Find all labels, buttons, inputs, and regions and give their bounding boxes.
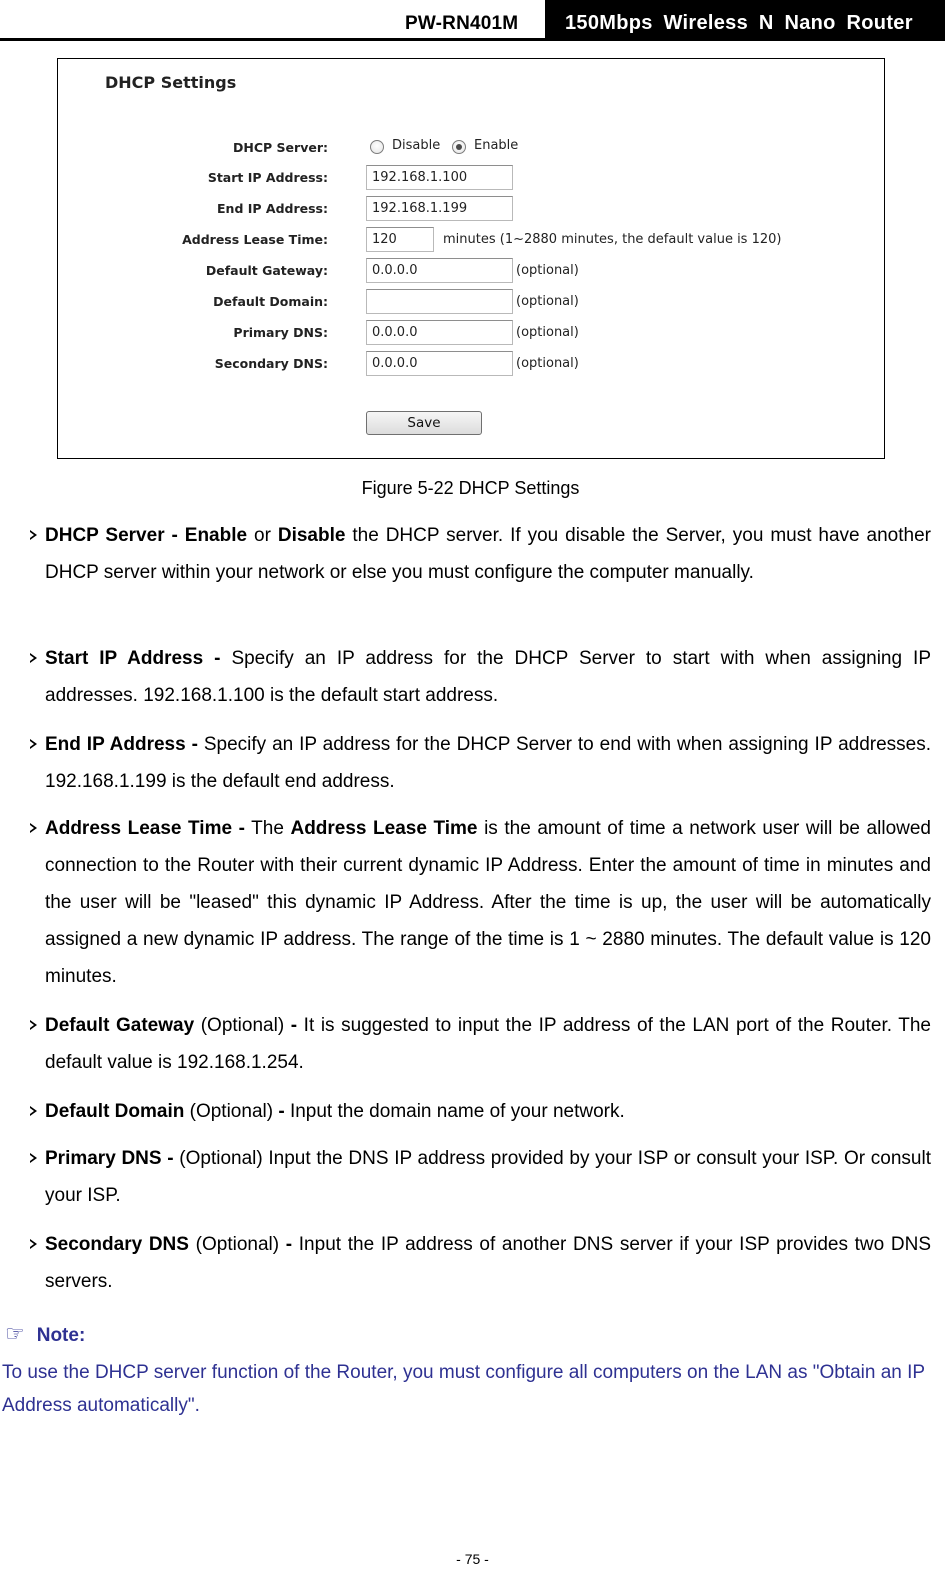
bullet-arrow-icon <box>30 1020 37 1030</box>
list-item: Address Lease Time - The Address Lease Time is the amount of time a network user will be allowed connection to the Router with their current dynamic IP Address. Enter the amount of time in minutes and the user will be "leased" this dynamic IP Address. After the time is up, the user will be automatically assigned a new dynamic IP address. The range of the time is 1 ~ 2880 minutes. The default value is 120 minutes. <box>45 810 931 995</box>
disable-radio-label: Disable <box>392 138 441 153</box>
gateway-hint: (optional) <box>516 263 579 278</box>
secondary-dns-row <box>58 351 886 377</box>
list-item: Default Gateway (Optional) - It is suggested to input the IP address of the LAN port of the Router. The default value is 192.168.1.254. <box>45 1007 931 1081</box>
disable-radio[interactable] <box>370 140 384 154</box>
list-item: Default Domain (Optional) - Input the domain name of your network. <box>45 1093 931 1130</box>
domain-input[interactable] <box>366 289 513 314</box>
gateway-row <box>58 258 886 284</box>
model-name: PW-RN401M <box>405 13 519 34</box>
lease-time-row <box>58 227 886 253</box>
lease-time-input[interactable]: 120 <box>366 227 434 252</box>
dhcp-server-label: DHCP Server: <box>233 140 328 155</box>
figure-caption: Figure 5-22 DHCP Settings <box>361 478 580 498</box>
start-ip-input[interactable]: 192.168.1.100 <box>366 165 513 190</box>
secondary-dns-input[interactable]: 0.0.0.0 <box>366 351 513 376</box>
gateway-input[interactable]: 0.0.0.0 <box>366 258 513 283</box>
end-ip-input[interactable]: 192.168.1.199 <box>366 196 513 221</box>
enable-radio[interactable] <box>452 140 466 154</box>
dhcp-server-row <box>58 135 886 161</box>
lease-time-hint: minutes (1~2880 minutes, the default value is 120) <box>443 232 782 247</box>
primary-dns-label: Primary DNS: <box>233 325 328 340</box>
dhcp-settings-screenshot <box>57 58 885 459</box>
secondary-dns-label: Secondary DNS: <box>214 356 328 371</box>
bullet-arrow-icon <box>30 823 37 833</box>
bullet-arrow-icon <box>30 739 37 749</box>
end-ip-row <box>58 196 886 222</box>
product-name: 150Mbps Wireless N Nano Router <box>545 0 945 40</box>
note-label: Note: <box>36 1325 86 1346</box>
primary-dns-row <box>58 320 886 346</box>
domain-hint: (optional) <box>516 294 579 309</box>
secondary-dns-hint: (optional) <box>516 356 579 371</box>
list-item: End IP Address - Specify an IP address for the DHCP Server to end with when assigning IP addresses. 192.168.1.199 is the default end address. <box>45 726 931 800</box>
list-item: Start IP Address - Specify an IP address for the DHCP Server to start with when assigning IP addresses. 192.168.1.100 is the default start address. <box>45 640 931 714</box>
start-ip-label: Start IP Address: <box>207 170 328 185</box>
start-ip-row <box>58 165 886 191</box>
header-rule <box>0 38 945 41</box>
gateway-label: Default Gateway: <box>205 263 328 278</box>
lease-time-label: Address Lease Time: <box>182 232 328 247</box>
note-text: To use the DHCP server function of the Router, you must configure all computers on the LAN as "Obtain an IP Address automatically". <box>2 1362 925 1416</box>
bullet-arrow-icon <box>30 530 37 540</box>
dhcp-settings-title: DHCP Settings <box>105 73 237 92</box>
bullet-arrow-icon <box>30 1239 37 1249</box>
list-item: Secondary DNS (Optional) - Input the IP address of another DNS server if your ISP provides two DNS servers. <box>45 1226 931 1300</box>
note-heading <box>5 1321 85 1347</box>
list-item: DHCP Server - Enable or Disable the DHCP server. If you disable the Server, you must have another DHCP server within your network or else you must configure the computer manually. <box>45 517 931 591</box>
page-header <box>0 0 945 42</box>
bullet-arrow-icon <box>30 1153 37 1163</box>
save-button[interactable]: Save <box>366 411 482 435</box>
page-number: - 75 - <box>456 1551 489 1567</box>
bullet-arrow-icon <box>30 1106 37 1116</box>
pointing-hand-icon: ☞ <box>5 1321 25 1346</box>
primary-dns-input[interactable]: 0.0.0.0 <box>366 320 513 345</box>
primary-dns-hint: (optional) <box>516 325 579 340</box>
bullet-arrow-icon <box>30 653 37 663</box>
enable-radio-label: Enable <box>474 138 519 153</box>
domain-label: Default Domain: <box>213 294 328 309</box>
end-ip-label: End IP Address: <box>217 201 328 216</box>
list-item: Primary DNS - (Optional) Input the DNS IP address provided by your ISP or consult your ISP. Or consult your ISP. <box>45 1140 931 1214</box>
domain-row <box>58 289 886 315</box>
